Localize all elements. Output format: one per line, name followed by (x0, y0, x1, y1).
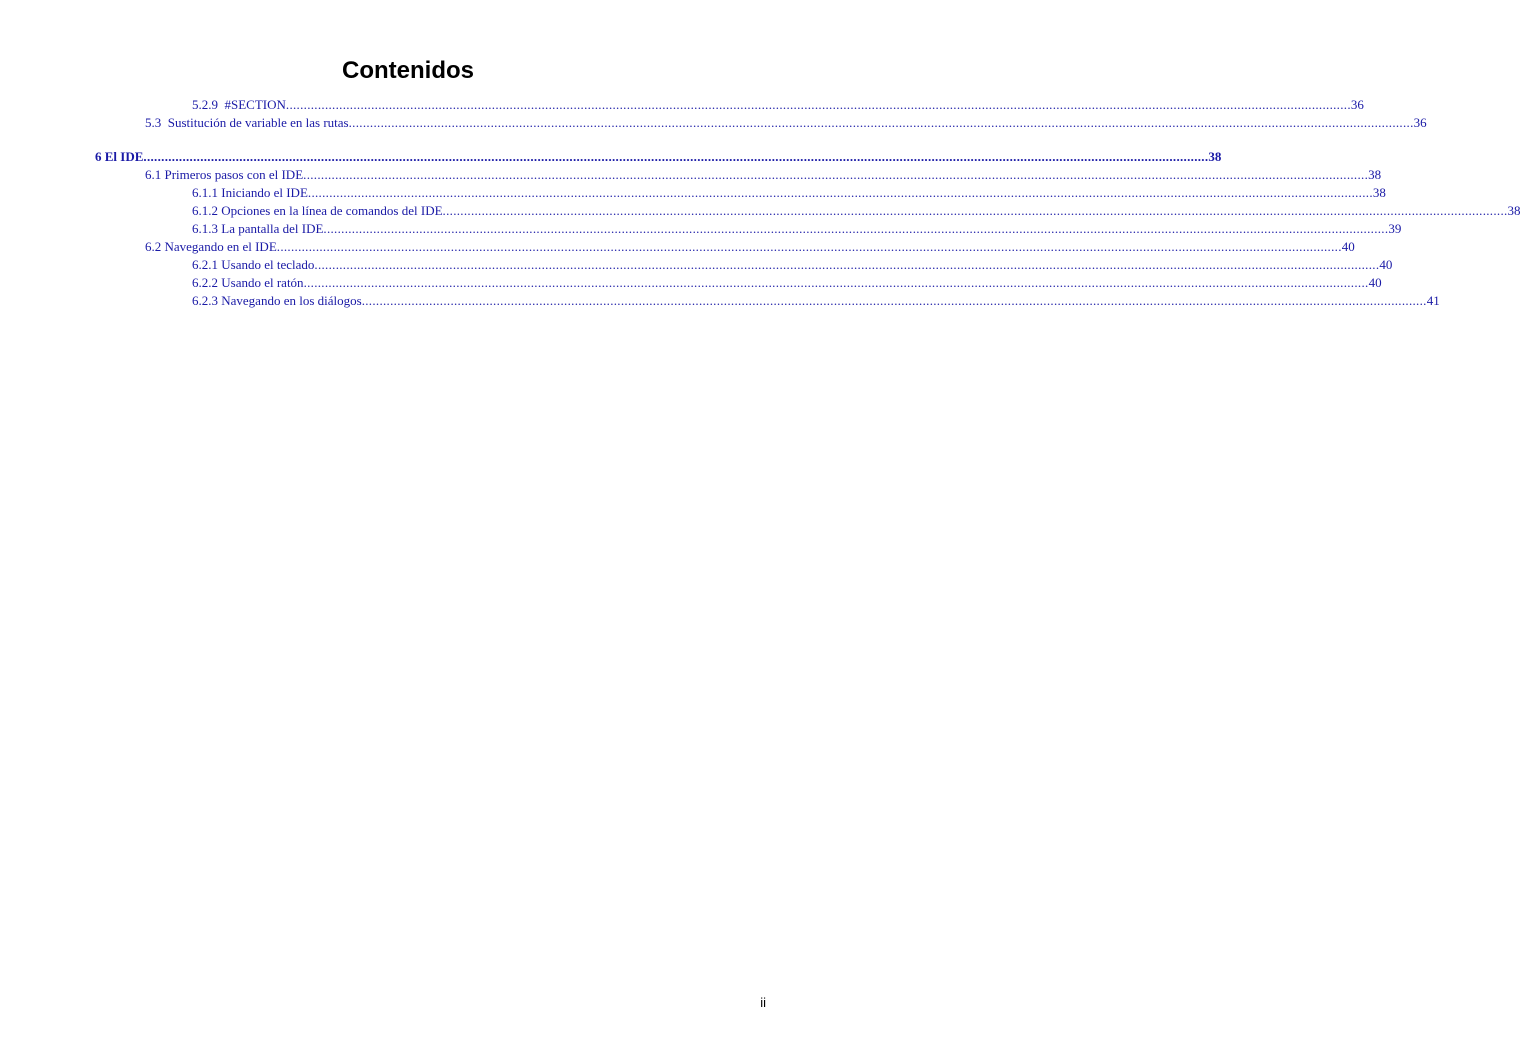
page-number: ii (760, 995, 766, 1010)
toc-entry-label: 6.1.2 Opciones en la línea de comandos del IDE (192, 203, 443, 218)
toc-entry-label: 6.2.3 Navegando en los diálogos (192, 293, 362, 308)
toc-entry-label: 6.1.3 La pantalla del IDE (192, 221, 324, 236)
toc-entry-page: 40 (1341, 239, 1355, 254)
toc-entry-label: 5.3 Sustitución de variable en las rutas (145, 115, 349, 130)
toc-leader-dots: ............................................................................................................................................................................................................................................................................................................ (442, 203, 1508, 218)
toc-entry[interactable] (145, 114, 1427, 132)
toc-leader-dots: ............................................................................................................................................................................................................................................................................................................ (143, 149, 1209, 164)
toc-entry-page: 38 (1372, 185, 1386, 200)
toc-leader-dots: ............................................................................................................................................................................................................................................................................................................ (361, 293, 1427, 308)
toc-leader-dots: ............................................................................................................................................................................................................................................................................................................ (314, 257, 1380, 272)
toc-leader-dots: ............................................................................................................................................................................................................................................................................................................ (303, 275, 1369, 290)
toc-entry-page: 38 (1507, 203, 1521, 218)
toc-entry-page: 36 (1350, 97, 1364, 112)
toc-chapter-entry[interactable] (95, 148, 1222, 166)
toc-leader-dots: ............................................................................................................................................................................................................................................................................................................ (303, 167, 1369, 182)
toc-entry-label: 6.1.1 Iniciando el IDE (192, 185, 308, 200)
toc-entry-page: 36 (1413, 115, 1427, 130)
toc-entry-page: 40 (1379, 257, 1393, 272)
toc-entry-label: 6.2.2 Usando el ratón (192, 275, 304, 290)
toc-entry[interactable] (192, 292, 1440, 310)
toc-entry-label: 6.2 Navegando en el IDE (145, 239, 277, 254)
toc-entry[interactable] (192, 202, 1521, 220)
toc-entry[interactable] (192, 220, 1402, 238)
toc-entry[interactable] (192, 274, 1382, 292)
toc-entry[interactable] (145, 166, 1382, 184)
toc-leader-dots: ............................................................................................................................................................................................................................................................................................................ (307, 185, 1373, 200)
toc-entry-page: 38 (1368, 167, 1382, 182)
toc-leader-dots: ............................................................................................................................................................................................................................................................................................................ (348, 115, 1414, 130)
toc-entry-page: 39 (1388, 221, 1402, 236)
toc-leader-dots: ............................................................................................................................................................................................................................................................................................................ (276, 239, 1342, 254)
page-title: Contenidos (342, 57, 474, 84)
toc-entry-label: 5.2.9 #SECTION (192, 97, 286, 112)
toc-entry-label: 6 El IDE (95, 149, 144, 164)
toc-entry-label: 6.1 Primeros pasos con el IDE (145, 167, 304, 182)
toc-entry-label: 6.2.1 Usando el teclado (192, 257, 315, 272)
toc-leader-dots: ............................................................................................................................................................................................................................................................................................................ (285, 97, 1351, 112)
toc-entry[interactable] (145, 238, 1355, 256)
toc-entry-page: 40 (1368, 275, 1382, 290)
toc-entry-page: 38 (1208, 149, 1222, 164)
toc-entry[interactable] (192, 96, 1364, 114)
toc-entry[interactable] (192, 184, 1386, 202)
toc-entry[interactable] (192, 256, 1393, 274)
toc-leader-dots: ............................................................................................................................................................................................................................................................................................................ (323, 221, 1389, 236)
toc-entry-page: 41 (1426, 293, 1440, 308)
